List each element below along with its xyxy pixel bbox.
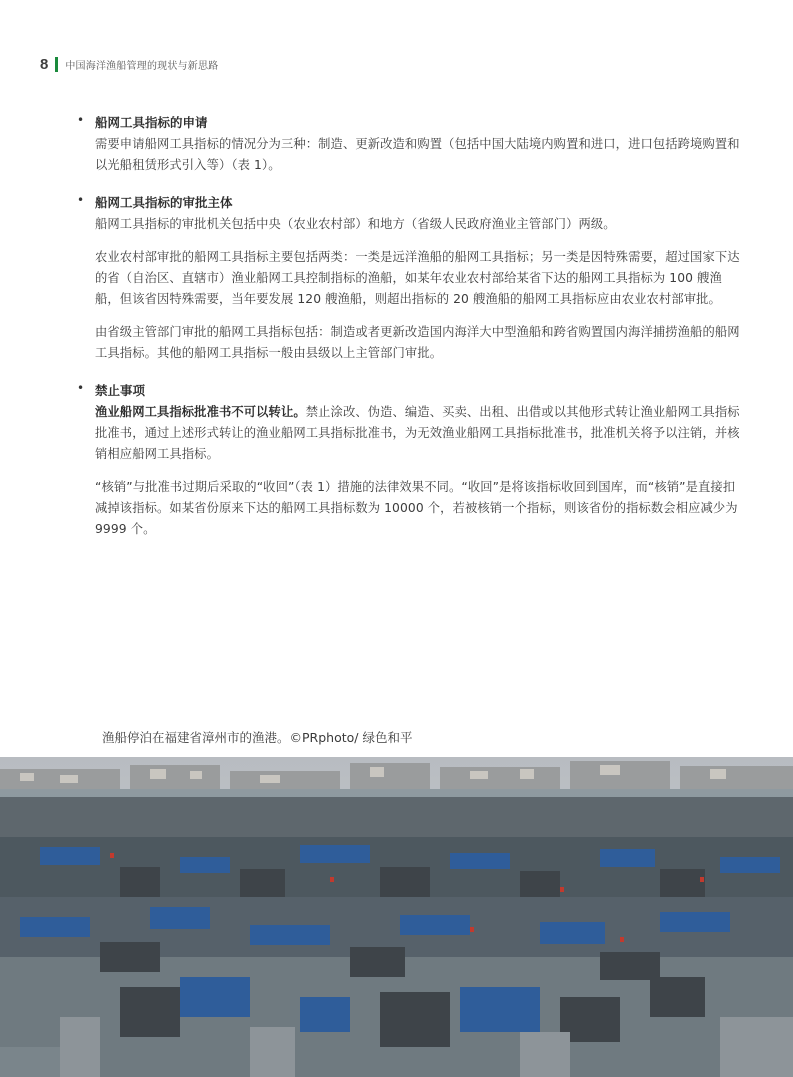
section-title: 船网工具指标的申请 [95,115,208,130]
running-title: 中国海洋渔船管理的现状与新思路 [65,60,219,72]
paragraph: “核销”与批准书过期后采取的“收回”（表 1）措施的法律效果不同。“收回”是将该指标收回到国库，而“核销”是直接扣减掉该指标。如某省份原来下达的船网工具指标数为 10000 个，若被核销一个指标，则该省份的指标数会相应减少为 9999 个。 [95,480,738,536]
paragraph: 船网工具指标的审批机关包括中央（农业农村部）和地方（省级人民政府渔业主管部门）两级。 [95,217,616,231]
section-application [77,112,740,176]
header-divider [55,57,58,72]
page-number: 8 [40,55,49,73]
harbor-photo [0,757,793,1077]
photo-caption: 渔船停泊在福建省漳州市的渔港。©PRphoto/ 绿色和平 [102,730,413,745]
paragraph-rest: 禁止涂改、伪造、编造、买卖、出租、出借或以其他形式转让渔业船网工具指标批准书，通过上述形式转让的渔业船网工具指标批准书，为无效渔业船网工具指标批准书，批准机关将予以注销，并核销相应船网工具指标。 [95,405,740,461]
paragraph [95,402,740,465]
main-content [77,112,740,556]
section-title: 禁止事项 [95,383,146,398]
paragraph: 由省级主管部门审批的船网工具指标包括：制造或者更新改造国内海洋大中型渔船和跨省购置国内海洋捕捞渔船的船网工具指标。其他的船网工具指标一般由县级以上主管部门审批。 [95,325,740,360]
section-prohibitions [77,380,740,540]
paragraph: 农业农村部审批的船网工具指标主要包括两类：一类是远洋渔船的船网工具指标；另一类是因特殊需要，超过国家下达的省（自治区、直辖市）渔业船网工具控制指标的渔船，如某年农业农村部给某省下达的船网工具指标为 100 艘渔船，但该省因特殊需要，当年要发展 120 艘渔船，则超出指标的 20 艘渔船的船网工具指标应由农业农村部审批。 [95,250,740,306]
bold-lead-sentence: 渔业船网工具指标批准书不可以转让。 [95,405,306,419]
section-approval-authority [77,192,740,364]
bullet-icon: • [77,193,85,207]
section-title: 船网工具指标的审批主体 [95,195,233,210]
paragraph: 需要申请船网工具指标的情况分为三种：制造、更新改造和购置（包括中国大陆境内购置和进口，进口包括跨境购置和以光船租赁形式引入等）（表 1）。 [95,137,740,172]
page-header [40,55,218,73]
bullet-icon: • [77,381,85,395]
bullet-icon: • [77,113,85,127]
